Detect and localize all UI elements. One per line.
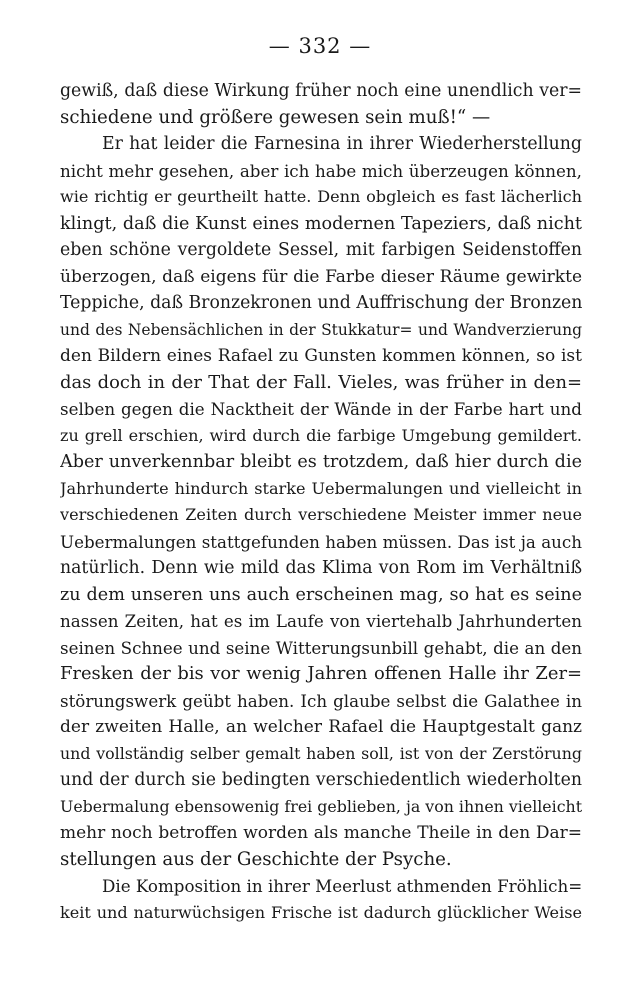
text-line: der zweiten Halle, an welcher Rafael die Hauptgestalt ganz: [60, 717, 582, 737]
text-line: überzogen, daß eigens für die Farbe dieser Räume gewirkte: [60, 266, 582, 287]
text-line: natürlich. Denn wie mild das Klima von Rom im Verhältniß: [60, 558, 582, 578]
paragraph-continuation: [60, 78, 582, 131]
text-line: zu dem unseren uns auch erscheinen mag, so hat es seine: [60, 584, 582, 605]
text-line: verschiedenen Zeiten durch verschiedene Meister immer neue: [60, 505, 582, 524]
paragraph-komposition: [60, 873, 582, 926]
text-line: Er hat leider die Farnesina in ihrer Wiederherstellung: [102, 134, 582, 154]
text-line: nicht mehr gesehen, aber ich habe mich überzeugen können,: [60, 160, 582, 181]
text-line: Teppiche, daß Bronzekronen und Auffrischung der Bronzen: [60, 293, 582, 313]
text-line: nassen Zeiten, hat es im Laufe von viertehalb Jahrhunderten: [60, 611, 582, 631]
text-line: schiedene und größere gewesen sein muß!“ —: [60, 106, 491, 128]
page-number: — 332 —: [268, 34, 372, 58]
text-line: wie richtig er geurtheilt hatte. Denn obgleich es fast lächerlich: [60, 187, 582, 206]
text-line: gewiß, daß diese Wirkung früher noch eine unendlich ver=: [60, 81, 582, 101]
text-line: eben schöne vergoldete Sessel, mit farbigen Seidenstoffen: [60, 240, 582, 260]
text-line: klingt, daß die Kunst eines modernen Tapeziers, daß nicht: [60, 213, 582, 234]
text-line: den Bildern eines Rafael zu Gunsten kommen können, so ist: [60, 346, 582, 366]
text-line: seinen Schnee und seine Witterungsunbill gehabt, die an den: [60, 637, 582, 658]
text-line: mehr noch betroffen worden als manche Theile in den Dar=: [60, 823, 582, 843]
text-line: Jahrhunderte hindurch starke Uebermalungen und vielleicht in: [60, 478, 582, 498]
text-line: Die Komposition in ihrer Meerlust athmenden Fröhlich=: [102, 876, 582, 896]
text-line: Fresken der bis vor wenig Jahren offenen Halle ihr Zer=: [60, 663, 582, 684]
text-line: zu grell erschien, wird durch die farbige Umgebung gemildert.: [60, 425, 582, 445]
text-line: stellungen aus der Geschichte der Psyche.: [60, 848, 452, 870]
text-line: Uebermalung ebensowenig frei geblieben, ja von ihnen vielleicht: [60, 796, 582, 816]
text-line: keit und naturwüchsigen Frische ist dadurch glücklicher Weise: [60, 902, 582, 922]
body-text: [60, 78, 582, 926]
text-line: Uebermalungen stattgefunden haben müssen. Das ist ja auch: [60, 531, 582, 552]
text-line: das doch in der That der Fall. Vieles, was früher in den=: [60, 371, 582, 393]
text-line: und vollständig selber gemalt haben soll, ist von der Zerstörung: [60, 743, 582, 763]
text-line: Aber unverkennbar bleibt es trotzdem, daß hier durch die: [60, 452, 582, 472]
text-line: und des Nebensächlichen in der Stukkatur= und Wandverzierung: [60, 320, 582, 339]
text-line: selben gegen die Nacktheit der Wände in der Farbe hart und: [60, 399, 582, 419]
paragraph-farnesina: [60, 131, 582, 873]
text-line: störungswerk geübt haben. Ich glaube selbst die Galathee in: [60, 690, 582, 711]
text-line: und der durch sie bedingten verschiedentlich wiederholten: [60, 770, 582, 790]
